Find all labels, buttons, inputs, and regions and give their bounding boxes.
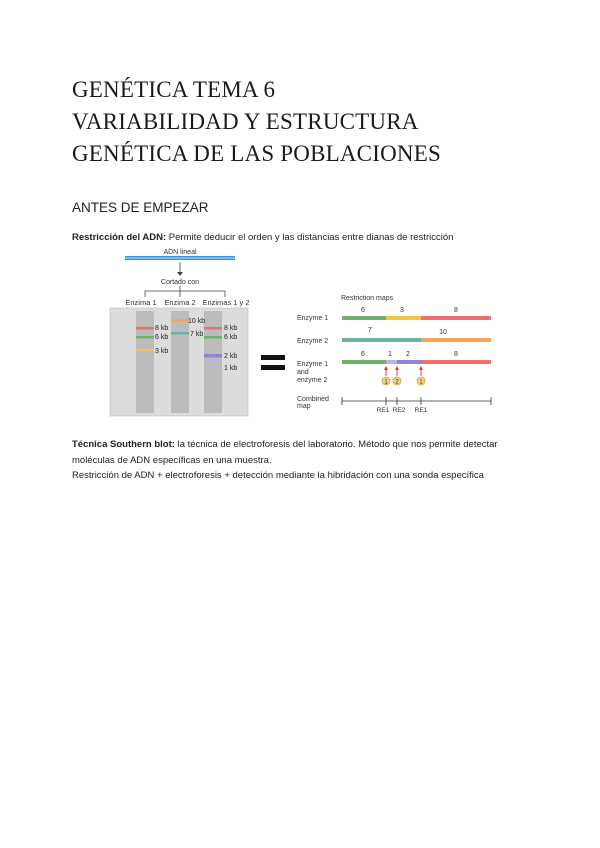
band [171, 332, 189, 335]
map-row-label: and [297, 369, 309, 376]
map-row-label: enzyme 2 [297, 377, 328, 384]
band [136, 327, 154, 330]
map-segment [421, 338, 491, 342]
map-segment [421, 316, 491, 320]
map-title: Restriction maps [341, 295, 394, 302]
lane-label-2: Enzima 2 [164, 298, 196, 307]
map-segment [342, 316, 386, 320]
map-row-label: Enzyme 1 [297, 315, 329, 322]
marker-number: 1 [419, 379, 423, 386]
band [136, 349, 154, 352]
document-title [72, 74, 441, 170]
band [204, 327, 222, 330]
title-line-3: GENÉTICA DE LAS POBLACIONES [72, 141, 441, 166]
band [204, 354, 222, 358]
site-label: RE1 [414, 407, 428, 414]
band-label: 2 kb [224, 353, 238, 360]
band-label: 6 kb [155, 334, 169, 341]
southern-label: Técnica Southern blot: [72, 439, 175, 450]
segment-label: 2 [406, 351, 410, 358]
map-segment [397, 360, 421, 364]
map-segment [386, 316, 421, 320]
southern-paragraph [72, 437, 542, 484]
cut-label: Cortado con [160, 279, 200, 286]
section-heading: ANTES DE EMPEZAR [72, 200, 209, 215]
restriccion-label: Restricción del ADN: [72, 232, 167, 243]
lane-label-3: Enzimas 1 y 2 [202, 298, 250, 307]
southern-line-3: Restricción de ADN + electroforesis + detección mediante la hibridación con una sonda específica [72, 470, 484, 481]
band-label: 10 kb [188, 318, 206, 325]
band-label: 3 kb [155, 348, 169, 355]
segment-label: 8 [454, 307, 458, 314]
band-label: 6 kb [224, 334, 238, 341]
title-line-1: GENÉTICA TEMA 6 [72, 77, 276, 102]
band [136, 336, 154, 339]
band [204, 336, 222, 339]
band-label: 8 kb [155, 325, 169, 332]
map-segment [386, 360, 397, 364]
restriccion-paragraph [72, 232, 453, 243]
combined-label: Combined [297, 396, 329, 403]
band [171, 319, 189, 322]
southern-text: la técnica de electroforesis del laboratorio. Método que nos permite detectar moléculas de ADN específicas en una muestra. [72, 439, 498, 466]
segment-label: 8 [454, 351, 458, 358]
marker-number: 1 [384, 379, 388, 386]
marker-number: 2 [395, 379, 399, 386]
map-segment [421, 360, 491, 364]
lane-label-1: Enzima 1 [125, 298, 157, 307]
segment-label: 7 [368, 327, 372, 334]
map-segment [342, 360, 386, 364]
adn-label: ADN lineal [163, 249, 197, 256]
segment-label: 1 [388, 351, 392, 358]
map-row-label: Enzyme 2 [297, 338, 329, 345]
map-row-label: Enzyme 1 [297, 361, 329, 368]
equals-sign [261, 355, 285, 360]
title-line-2: VARIABILIDAD Y ESTRUCTURA [72, 109, 419, 134]
band-label: 7 kb [190, 331, 204, 338]
segment-label: 3 [400, 307, 404, 314]
restriction-figure [100, 245, 500, 420]
map-segment [342, 338, 421, 342]
band-label: 1 kb [224, 365, 238, 372]
band [204, 365, 222, 368]
band-label: 8 kb [224, 325, 238, 332]
restriccion-text: Permite deducir el orden y las distancias entre dianas de restricción [166, 232, 454, 243]
segment-label: 6 [361, 307, 365, 314]
segment-label: 6 [361, 351, 365, 358]
site-label: RE1 [376, 407, 390, 414]
site-label: RE2 [392, 407, 406, 414]
segment-label: 10 [439, 329, 447, 336]
combined-label: map [297, 403, 311, 410]
